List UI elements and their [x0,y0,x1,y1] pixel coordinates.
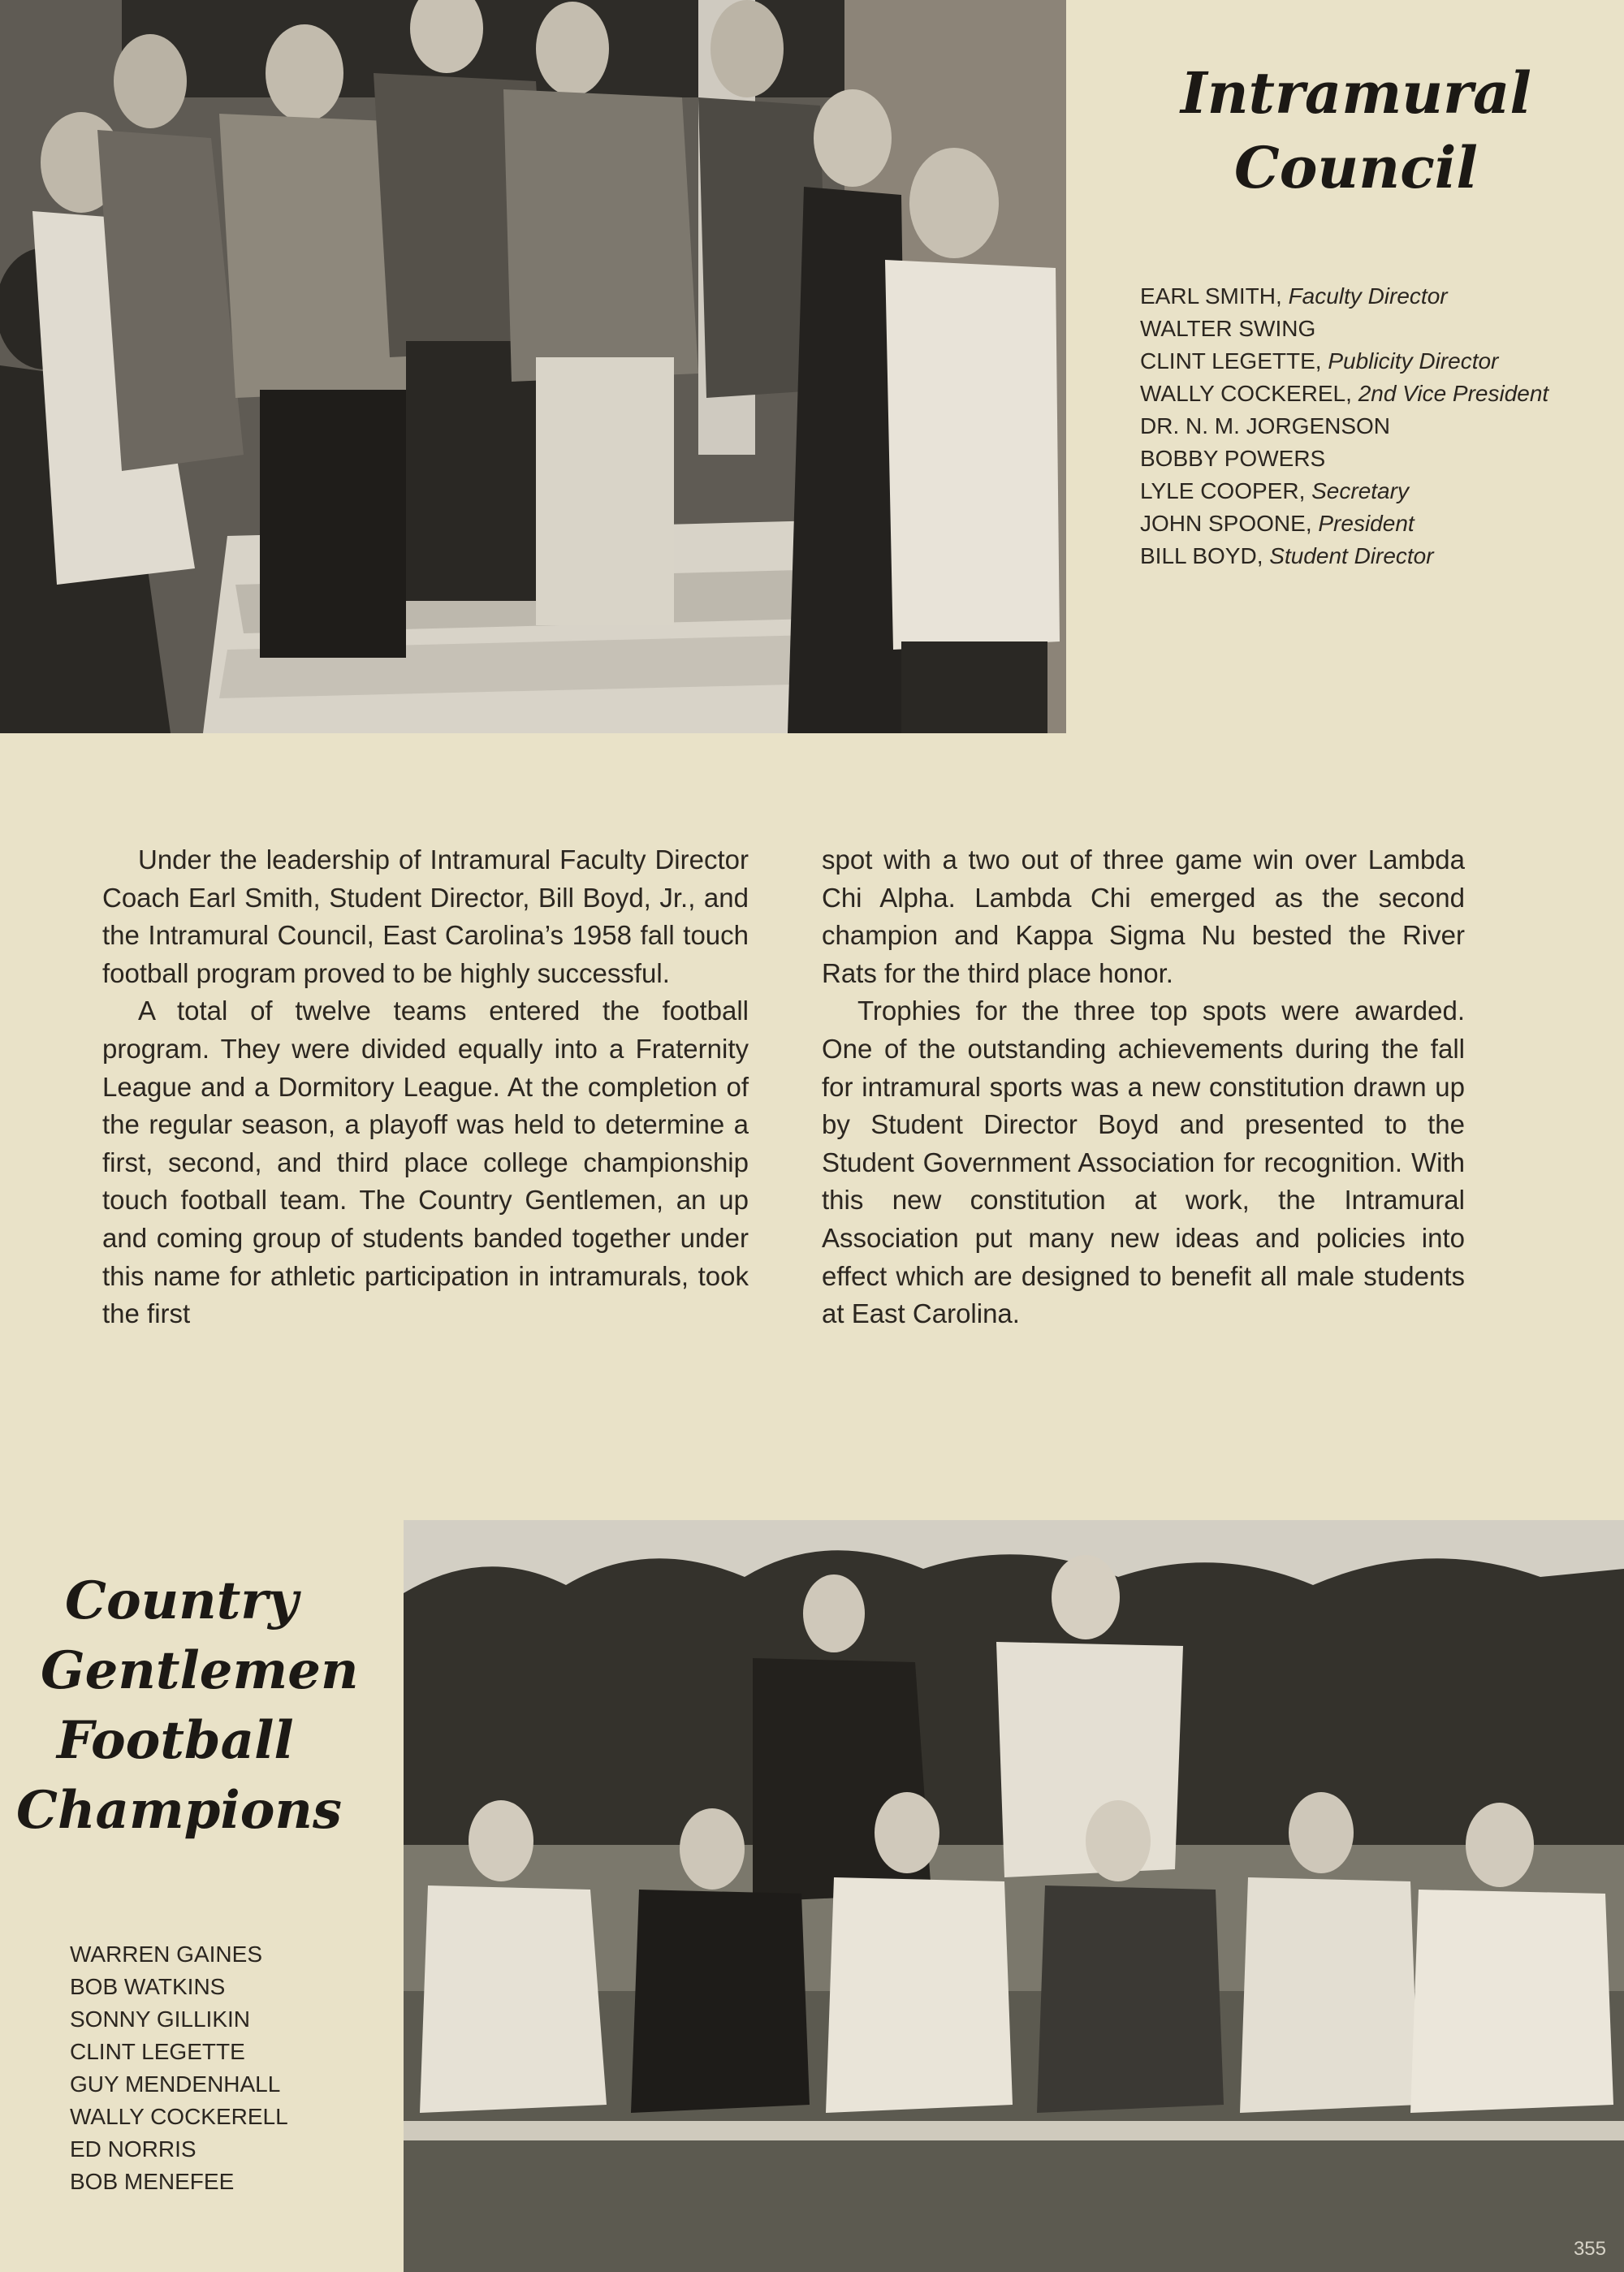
champion-member: CLINT LEGETTE [70,2039,245,2064]
champion-member: BOB WATKINS [70,1974,226,1999]
council-member: BOBBY POWERS [1140,446,1326,471]
champions-roster [70,1938,288,2198]
champions-photo [404,1520,1624,2272]
champions-title [16,1570,359,1855]
champion-member: BOB MENEFEE [70,2169,235,2194]
champions-title-line4: Champions [16,1780,342,1841]
champions-title-line1: Country [65,1570,299,1631]
champion-member: ED NORRIS [70,2136,197,2162]
council-member: BILL BOYD, Student Director [1140,543,1434,568]
champion-member: WARREN GAINES [70,1942,262,1967]
champion-member: GUY MENDENHALL [70,2071,281,2097]
council-title-line1: Intramural [1181,59,1531,127]
council-title-line2: Council [1234,134,1478,201]
article-column-left [102,841,749,1333]
champions-title-line2: Gentlemen [41,1640,359,1701]
council-roster [1140,280,1548,572]
champion-member: SONNY GILLIKIN [70,2006,251,2032]
council-title [1121,59,1592,214]
article-paragraph: A total of twelve teams entered the football program. They were divided equally into a Fraternity League and a Dormitory League. At the completion of the regular season, a playoff was held to determine a first, second, and third place college championship touch football team. The Country Gentlemen, an up and coming group of students banded together under this name for athletic participation in intramurals, took the first [102,996,749,1329]
page-number: 355 [1573,2238,1606,2260]
champions-photo-art [404,1520,1624,2272]
council-member: EARL SMITH, Faculty Director [1140,283,1448,309]
council-photo [0,0,1066,733]
council-member: LYLE COOPER, Secretary [1140,478,1409,503]
council-photo-art [0,0,1066,733]
article-paragraph: Under the leadership of Intramural Faculty Director Coach Earl Smith, Student Director, Bill Boyd, Jr., and the Intramural Council, East Carolina’s 1958 fall touch football program proved to be highly successful. [102,844,749,988]
champions-title-line3: Football [57,1710,294,1771]
article-column-right [822,841,1465,1333]
article-paragraph: spot with a two out of three game win over Lambda Chi Alpha. Lambda Chi emerged as the second champion and Kappa Sigma Nu bested the River Rats for the third place honor. [822,844,1465,988]
council-member: WALLY COCKEREL, 2nd Vice President [1140,381,1549,406]
council-member: WALTER SWING [1140,316,1316,341]
council-member: JOHN SPOONE, President [1140,511,1415,536]
council-member: CLINT LEGETTE, Publicity Director [1140,348,1499,374]
article-paragraph: Trophies for the three top spots were awarded. One of the outstanding achievements during the fall for intramural sports was a new constitution drawn up by Student Director Boyd and presented to the Student Government Association for recognition. With this new constitution at work, the Intramural Association put many new ideas and policies into effect which are designed to benefit all male students at East Carolina. [822,996,1465,1329]
council-member: DR. N. M. JORGENSON [1140,413,1391,438]
champion-member: WALLY COCKERELL [70,2104,288,2129]
